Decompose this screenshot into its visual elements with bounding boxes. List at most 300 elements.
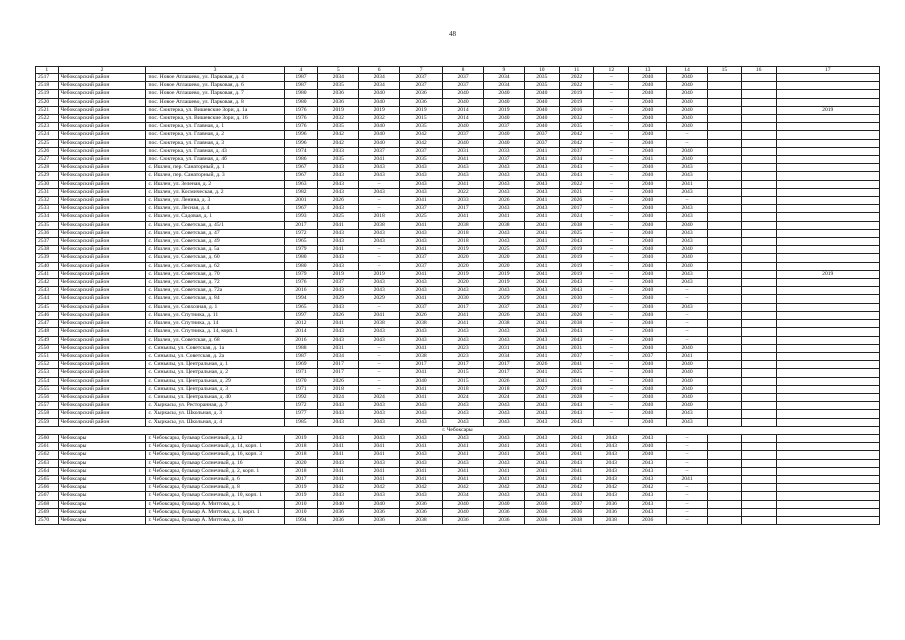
- table-cell: –: [359, 385, 400, 393]
- table-cell: 2531: [36, 188, 59, 196]
- table-cell: [741, 205, 776, 213]
- table-cell: 2043: [483, 328, 524, 336]
- table-cell: –: [594, 131, 629, 139]
- table-cell: 2043: [667, 172, 708, 180]
- table-cell: 2043: [524, 459, 559, 467]
- table-cell: 2040: [629, 279, 667, 287]
- table-cell: 2043: [400, 328, 443, 336]
- table-cell: 2042: [318, 484, 359, 492]
- table-cell: 2042: [359, 484, 400, 492]
- table-cell: 2036: [318, 508, 359, 516]
- table-row: [36, 484, 880, 492]
- table-row: [36, 221, 880, 229]
- table-cell: 2040: [629, 98, 667, 106]
- table-cell: 2043: [359, 328, 400, 336]
- table-cell: 2043: [559, 287, 594, 295]
- table-cell: [741, 393, 776, 401]
- table-cell: Чебоксарский район: [58, 205, 146, 213]
- table-cell: [741, 377, 776, 385]
- table-cell: [741, 328, 776, 336]
- table-cell: [707, 320, 741, 328]
- table-cell: [741, 262, 776, 270]
- table-cell: 2027: [524, 385, 559, 393]
- table-cell: с. Синьялы, ул. Советская, д. 2а: [146, 352, 284, 360]
- table-cell: [741, 484, 776, 492]
- table-cell: 12: [594, 67, 629, 74]
- table-cell: 2043: [318, 459, 359, 467]
- table-cell: –: [359, 246, 400, 254]
- table-cell: 2558: [36, 410, 59, 418]
- table-cell: 1987: [284, 74, 318, 82]
- table-cell: 2035: [524, 82, 559, 90]
- table-cell: 2043: [594, 434, 629, 442]
- table-cell: 2041: [359, 475, 400, 483]
- table-cell: 2534: [36, 213, 59, 221]
- table-cell: –: [594, 361, 629, 369]
- table-cell: –: [594, 74, 629, 82]
- table-cell: 2041: [443, 443, 484, 451]
- table-cell: с. Синьялы, ул. Центральная, д. 3: [146, 385, 284, 393]
- table-cell: 2019: [559, 270, 594, 278]
- table-cell: [776, 418, 879, 426]
- table-cell: [776, 402, 879, 410]
- table-cell: [707, 451, 741, 459]
- table-row: [36, 336, 880, 344]
- table-cell: [741, 115, 776, 123]
- table-cell: 2041: [443, 180, 484, 188]
- table-row: [36, 164, 880, 172]
- table-cell: 2041: [359, 311, 400, 319]
- table-cell: [776, 74, 879, 82]
- table-cell: –: [594, 418, 629, 426]
- table-cell: 2038: [359, 320, 400, 328]
- table-cell: –: [667, 139, 708, 147]
- table-cell: [707, 205, 741, 213]
- table-cell: 2036: [400, 98, 443, 106]
- table-cell: Чебоксарский район: [58, 254, 146, 262]
- table-cell: 2019: [318, 106, 359, 114]
- table-cell: 2043: [400, 279, 443, 287]
- table-cell: 2034: [559, 492, 594, 500]
- table-cell: 2551: [36, 352, 59, 360]
- table-cell: 2043: [318, 172, 359, 180]
- table-cell: 2043: [443, 418, 484, 426]
- table-cell: Чебоксарский район: [58, 344, 146, 352]
- table-cell: 2035: [318, 156, 359, 164]
- table-cell: с. Ишлеи, ул. Спутника, д. 14, корп. 1: [146, 328, 284, 336]
- table-cell: [741, 320, 776, 328]
- table-cell: 2043: [594, 467, 629, 475]
- table-cell: 2043: [400, 492, 443, 500]
- table-cell: [741, 147, 776, 155]
- table-cell: 2041: [524, 467, 559, 475]
- table-cell: с. Ишлеи, ул. Совхозная, д. 1: [146, 303, 284, 311]
- table-cell: 2041: [443, 311, 484, 319]
- table-cell: 2043: [483, 164, 524, 172]
- table-cell: –: [359, 180, 400, 188]
- table-cell: 2040: [629, 385, 667, 393]
- table-cell: Чебоксары: [58, 500, 146, 508]
- table-cell: 2043: [559, 418, 594, 426]
- table-cell: [776, 147, 879, 155]
- table-cell: 2036: [524, 500, 559, 508]
- table-cell: с. Синьялы, ул. Центральная, д. 40: [146, 393, 284, 401]
- table-cell: 2040: [483, 139, 524, 147]
- table-cell: 2037: [559, 352, 594, 360]
- table-cell: г. Чебоксары, бульвар Солнечный, д. 16, корп. 3: [146, 451, 284, 459]
- table-cell: [707, 246, 741, 254]
- table-cell: 1976: [284, 123, 318, 131]
- table-cell: 2043: [594, 451, 629, 459]
- table-cell: 2038: [400, 516, 443, 524]
- table-cell: –: [667, 336, 708, 344]
- table-cell: 2035: [318, 82, 359, 90]
- table-cell: 2037: [483, 156, 524, 164]
- table-cell: [707, 484, 741, 492]
- table-cell: 2043: [559, 402, 594, 410]
- table-cell: с. Ишлеи, ул. Советская, д. 49: [146, 238, 284, 246]
- table-row: [36, 443, 880, 451]
- table-cell: 2020: [483, 254, 524, 262]
- table-cell: пос. Сюктерка, ул. Вишевские Зори, д. 16: [146, 115, 284, 123]
- table-cell: 2535: [36, 221, 59, 229]
- table-cell: 2043: [443, 402, 484, 410]
- table-row: [36, 90, 880, 98]
- table-cell: 2569: [36, 508, 59, 516]
- table-cell: 2040: [359, 131, 400, 139]
- table-cell: 2037: [400, 205, 443, 213]
- table-cell: [741, 508, 776, 516]
- table-cell: 11: [559, 67, 594, 74]
- table-cell: 2543: [36, 287, 59, 295]
- table-cell: [741, 221, 776, 229]
- table-cell: –: [594, 320, 629, 328]
- table-cell: [776, 352, 879, 360]
- table-cell: 2032: [318, 115, 359, 123]
- table-cell: 2041: [559, 451, 594, 459]
- table-cell: 2041: [443, 156, 484, 164]
- table-cell: 2040: [629, 262, 667, 270]
- table-cell: 14: [667, 67, 708, 74]
- table-cell: –: [594, 270, 629, 278]
- table-cell: 2024: [559, 213, 594, 221]
- housing-schedule-table: [35, 66, 880, 525]
- table-cell: 2043: [559, 459, 594, 467]
- table-cell: 2043: [359, 238, 400, 246]
- table-cell: 2033: [443, 197, 484, 205]
- table-cell: 2040: [667, 385, 708, 393]
- table-cell: [776, 361, 879, 369]
- table-cell: [741, 123, 776, 131]
- table-cell: 2040: [629, 418, 667, 426]
- table-cell: 1987: [284, 82, 318, 90]
- table-cell: 2040: [629, 180, 667, 188]
- table-cell: 2540: [36, 262, 59, 270]
- table-cell: 2037: [524, 131, 559, 139]
- table-cell: [776, 156, 879, 164]
- table-cell: 2036: [400, 500, 443, 508]
- table-cell: 2035: [400, 123, 443, 131]
- table-cell: 2019: [284, 484, 318, 492]
- table-row: [36, 328, 880, 336]
- table-cell: [776, 197, 879, 205]
- table-cell: [741, 492, 776, 500]
- table-cell: 2036: [524, 508, 559, 516]
- table-cell: –: [594, 139, 629, 147]
- table-cell: 2043: [483, 287, 524, 295]
- table-cell: 2031: [559, 344, 594, 352]
- table-cell: Чебоксарский район: [58, 328, 146, 336]
- table-cell: Чебоксарский район: [58, 106, 146, 114]
- table-cell: [776, 213, 879, 221]
- table-cell: 2040: [629, 295, 667, 303]
- table-cell: 2025: [318, 213, 359, 221]
- table-cell: –: [594, 262, 629, 270]
- table-cell: [707, 82, 741, 90]
- table-cell: 13: [629, 67, 667, 74]
- table-cell: [741, 279, 776, 287]
- table-cell: пос. Сюктерка, ул. Главная, д. 3: [146, 139, 284, 147]
- table-cell: 2040: [629, 361, 667, 369]
- table-cell: Чебоксарский район: [58, 147, 146, 155]
- table-cell: [707, 393, 741, 401]
- table-cell: 2040: [667, 82, 708, 90]
- table-cell: 2042: [559, 484, 594, 492]
- table-cell: 2041: [443, 451, 484, 459]
- table-cell: 2037: [524, 139, 559, 147]
- table-cell: 2040: [667, 221, 708, 229]
- table-cell: 2035: [524, 74, 559, 82]
- table-cell: пос. Сюктерка, ул. Главная, д. 2: [146, 131, 284, 139]
- table-cell: 2043: [359, 279, 400, 287]
- table-cell: 2017: [318, 361, 359, 369]
- table-cell: 2035: [400, 156, 443, 164]
- table-cell: 2040: [629, 188, 667, 196]
- table-cell: 1985: [284, 418, 318, 426]
- table-cell: [741, 475, 776, 483]
- table-cell: 2040: [629, 238, 667, 246]
- table-cell: Чебоксары: [58, 451, 146, 459]
- table-cell: 2019: [559, 262, 594, 270]
- table-cell: 2043: [524, 188, 559, 196]
- table-cell: 2040: [667, 106, 708, 114]
- table-cell: 2026: [318, 377, 359, 385]
- table-cell: 2041: [359, 467, 400, 475]
- table-cell: 2041: [524, 270, 559, 278]
- table-cell: 2020: [284, 459, 318, 467]
- table-cell: 2019: [559, 90, 594, 98]
- table-row: [36, 106, 880, 114]
- table-cell: 2020: [443, 262, 484, 270]
- table-cell: 2015: [443, 377, 484, 385]
- table-cell: [741, 188, 776, 196]
- table-cell: [776, 459, 879, 467]
- table-cell: 2040: [667, 402, 708, 410]
- table-cell: 2040: [359, 500, 400, 508]
- table-cell: [741, 303, 776, 311]
- table-cell: 2043: [629, 475, 667, 483]
- table-cell: 2041: [524, 352, 559, 360]
- table-row: [36, 172, 880, 180]
- table-cell: [776, 336, 879, 344]
- table-cell: –: [594, 106, 629, 114]
- table-cell: 2043: [359, 492, 400, 500]
- table-cell: 2041: [524, 344, 559, 352]
- table-row: [36, 516, 880, 524]
- table-cell: [741, 270, 776, 278]
- table-cell: 1974: [284, 147, 318, 155]
- table-cell: 2533: [36, 205, 59, 213]
- table-cell: 2041: [524, 393, 559, 401]
- table-cell: 2040: [359, 98, 400, 106]
- table-cell: 1969: [284, 361, 318, 369]
- table-cell: с. Хыркасы, ул. Школьная, д. 3: [146, 410, 284, 418]
- table-cell: 2043: [400, 172, 443, 180]
- table-cell: –: [594, 172, 629, 180]
- table-cell: 2041: [629, 156, 667, 164]
- table-cell: с. Ишлеи, ул. Советская, д. 47: [146, 229, 284, 237]
- table-cell: с. Синьялы, ул. Центральная, д. 2: [146, 369, 284, 377]
- table-cell: 2036: [400, 90, 443, 98]
- table-cell: –: [667, 311, 708, 319]
- table-cell: [741, 82, 776, 90]
- table-cell: Чебоксарский район: [58, 90, 146, 98]
- table-cell: [776, 221, 879, 229]
- table-cell: –: [667, 484, 708, 492]
- table-cell: 2041: [524, 369, 559, 377]
- table-cell: 2041: [443, 467, 484, 475]
- table-cell: 2036: [594, 508, 629, 516]
- table-cell: 2034: [483, 74, 524, 82]
- table-cell: 2040: [629, 303, 667, 311]
- table-cell: Чебоксарский район: [58, 123, 146, 131]
- table-cell: 2029: [318, 295, 359, 303]
- table-cell: 2017: [443, 361, 484, 369]
- table-cell: –: [667, 443, 708, 451]
- table-cell: 2041: [400, 295, 443, 303]
- table-cell: 2017: [483, 361, 524, 369]
- table-cell: [707, 467, 741, 475]
- table-cell: –: [594, 328, 629, 336]
- table-cell: 2022: [443, 188, 484, 196]
- table-cell: [776, 385, 879, 393]
- table-cell: 2018: [443, 238, 484, 246]
- table-cell: [707, 295, 741, 303]
- table-cell: 1967: [284, 164, 318, 172]
- table-cell: 2035: [318, 123, 359, 131]
- table-cell: 2010: [284, 508, 318, 516]
- table-row: [36, 180, 880, 188]
- table-cell: 2553: [36, 369, 59, 377]
- table-cell: 2040: [667, 90, 708, 98]
- table-row: [36, 475, 880, 483]
- table-cell: 2528: [36, 164, 59, 172]
- table-cell: с. Ишлеи, пер. Санаторный, д. 3: [146, 172, 284, 180]
- table-cell: 2041: [400, 467, 443, 475]
- table-cell: 2041: [400, 385, 443, 393]
- table-cell: 1980: [284, 254, 318, 262]
- table-cell: 2564: [36, 467, 59, 475]
- table-cell: г. Чебоксары, бульвар Солнечный, д. 8: [146, 484, 284, 492]
- table-cell: 2037: [400, 74, 443, 82]
- table-cell: 2024: [443, 393, 484, 401]
- table-cell: 2549: [36, 336, 59, 344]
- table-cell: 2043: [318, 303, 359, 311]
- table-cell: [776, 484, 879, 492]
- table-row: [36, 303, 880, 311]
- table-cell: 2040: [524, 123, 559, 131]
- table-cell: 2043: [559, 172, 594, 180]
- table-cell: с. Хыркасы, ул. Школьная, д. 4: [146, 418, 284, 426]
- table-cell: [707, 410, 741, 418]
- table-cell: Чебоксарский район: [58, 410, 146, 418]
- table-cell: 2043: [629, 434, 667, 442]
- table-cell: 2522: [36, 115, 59, 123]
- table-cell: 2037: [443, 82, 484, 90]
- table-cell: 2041: [667, 180, 708, 188]
- table-cell: 2043: [443, 459, 484, 467]
- table-cell: 1971: [284, 369, 318, 377]
- table-cell: –: [594, 254, 629, 262]
- table-cell: Чебоксарский район: [58, 180, 146, 188]
- table-cell: 2043: [594, 443, 629, 451]
- table-cell: 2040: [629, 336, 667, 344]
- table-cell: [776, 188, 879, 196]
- table-cell: 2545: [36, 303, 59, 311]
- table-cell: с. Ишлеи, ул. Советская, д. 70: [146, 270, 284, 278]
- table-cell: 1982: [284, 188, 318, 196]
- table-cell: 2043: [359, 459, 400, 467]
- table-cell: 2041: [483, 443, 524, 451]
- table-cell: 2040: [629, 402, 667, 410]
- table-cell: 2043: [400, 238, 443, 246]
- table-cell: Чебоксарский район: [58, 188, 146, 196]
- table-cell: 2036: [318, 516, 359, 524]
- table-cell: 2043: [318, 229, 359, 237]
- table-cell: [776, 434, 879, 442]
- table-cell: 2037: [400, 254, 443, 262]
- table-cell: 2040: [524, 90, 559, 98]
- table-cell: 2017: [443, 303, 484, 311]
- table-cell: –: [359, 352, 400, 360]
- table-cell: 2037: [443, 131, 484, 139]
- table-cell: 2043: [400, 410, 443, 418]
- table-cell: Чебоксарский район: [58, 156, 146, 164]
- table-cell: 1972: [284, 402, 318, 410]
- table-cell: Чебоксарский район: [58, 213, 146, 221]
- table-row: [36, 279, 880, 287]
- table-cell: 2524: [36, 131, 59, 139]
- table-cell: –: [667, 434, 708, 442]
- table-cell: 2556: [36, 393, 59, 401]
- table-cell: 2037: [559, 147, 594, 155]
- table-cell: 2034: [318, 352, 359, 360]
- table-cell: 2043: [524, 180, 559, 188]
- table-cell: [741, 361, 776, 369]
- table-cell: 2019: [483, 106, 524, 114]
- table-cell: 2547: [36, 320, 59, 328]
- table-row: [36, 434, 880, 442]
- table-row: [36, 361, 880, 369]
- table-cell: 2530: [36, 180, 59, 188]
- table-cell: [776, 320, 879, 328]
- table-cell: 2017: [559, 303, 594, 311]
- table-cell: 2038: [594, 516, 629, 524]
- table-cell: 2043: [359, 410, 400, 418]
- table-row: [36, 147, 880, 155]
- table-cell: 2017: [284, 475, 318, 483]
- table-cell: 2001: [284, 197, 318, 205]
